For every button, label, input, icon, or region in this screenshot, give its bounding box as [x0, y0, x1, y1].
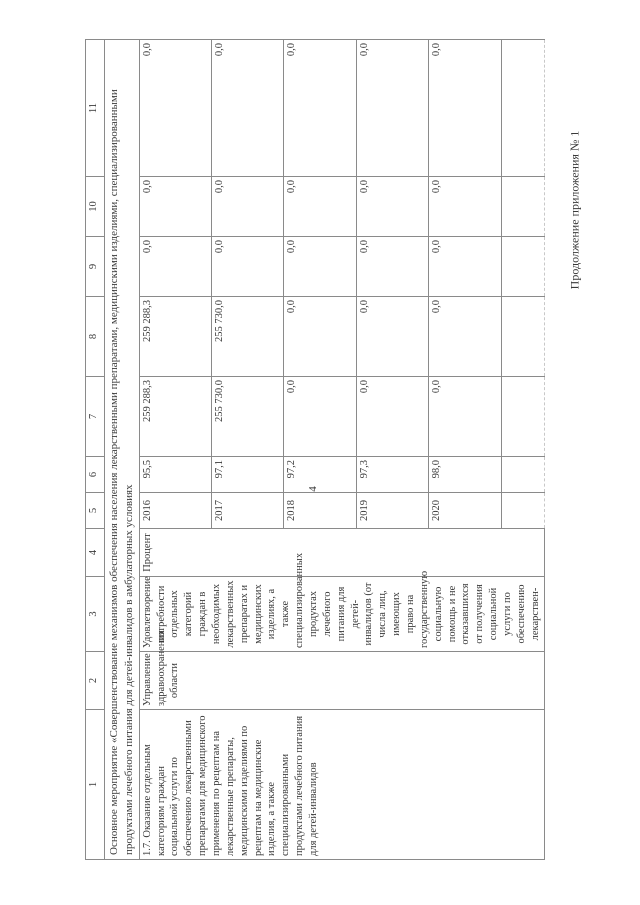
empty-cell — [501, 493, 544, 529]
year-cell: 2019 — [356, 493, 428, 529]
amount-col-9: 0,0 — [356, 237, 428, 297]
empty-cell — [501, 177, 544, 237]
empty-cell — [501, 457, 544, 493]
section-row — [105, 40, 140, 860]
value-cell: 95,5 — [139, 457, 211, 493]
empty-cell — [501, 377, 544, 457]
col-num-7: 7 — [86, 377, 105, 457]
value-cell: 97,3 — [356, 457, 428, 493]
amount-col-8: 0,0 — [429, 297, 501, 377]
amount-col-7: 0,0 — [429, 377, 501, 457]
amount-col-8: 255 730,0 — [212, 297, 284, 377]
value-cell: 97,1 — [212, 457, 284, 493]
empty-cell — [501, 40, 544, 177]
rotated-table-page — [85, 40, 625, 860]
col-num-9: 9 — [86, 237, 105, 297]
amount-col-8: 0,0 — [356, 297, 428, 377]
col-num-6: 6 — [86, 457, 105, 493]
empty-cell — [501, 297, 544, 377]
page-number: 4 — [306, 486, 319, 492]
year-cell: 2018 — [284, 493, 356, 529]
program-table — [85, 39, 545, 860]
amount-col-10: 0,0 — [212, 177, 284, 237]
executor: Управление здравоохранения области — [139, 652, 544, 710]
column-number-row — [86, 40, 105, 860]
col-num-4: 4 — [86, 529, 105, 577]
col-num-5: 5 — [86, 493, 105, 529]
col-num-2: 2 — [86, 652, 105, 710]
amount-col-7: 0,0 — [356, 377, 428, 457]
year-cell: 2016 — [139, 493, 211, 529]
amount-col-11: 0,0 — [356, 40, 428, 177]
amount-col-9: 0,0 — [212, 237, 284, 297]
amount-col-10: 0,0 — [429, 177, 501, 237]
year-cell: 2020 — [429, 493, 501, 529]
year-cell: 2017 — [212, 493, 284, 529]
indicator: Удовлетворение потребности отдельных категорий граждан в необходимых лекарственных препаратах и медицинских изделиях, а также специализированных продуктах лечебного питания для детей-инвалидов (от числа лиц, имеющих право на государственную социальную помощь и не отказавшихся от получения социальной услуги по обеспечению лекарствен- — [139, 577, 544, 652]
amount-col-8: 259 288,3 — [139, 297, 211, 377]
col-num-10: 10 — [86, 177, 105, 237]
item-description: 1.7. Оказание отдельным категориям граждан социальной услуги по обеспечению лекарственными препаратами для медицинского применения по рецептам на лекарственные препараты, медицинскими изделиями по рецептам на медицинские изделия, а также специализированными продуктами лечебного питания для детей-инвалидов — [139, 710, 544, 860]
amount-col-7: 0,0 — [284, 377, 356, 457]
amount-col-10: 0,0 — [356, 177, 428, 237]
amount-col-7: 259 288,3 — [139, 377, 211, 457]
amount-col-10: 0,0 — [139, 177, 211, 237]
col-num-1: 1 — [86, 710, 105, 860]
value-cell: 97,2 — [284, 457, 356, 493]
amount-col-9: 0,0 — [429, 237, 501, 297]
col-num-8: 8 — [86, 297, 105, 377]
amount-col-11: 0,0 — [139, 40, 211, 177]
amount-col-11: 0,0 — [212, 40, 284, 177]
value-cell: 98,0 — [429, 457, 501, 493]
section-title: Основное мероприятие «Совершенствование механизмов обеспечения населения лекарственными препаратами, медицинскими изделиями, специализированными продуктами лечебного питания для детей-инвалидов в амбулаторных условиях — [105, 40, 140, 860]
amount-col-8: 0,0 — [284, 297, 356, 377]
amount-col-9: 0,0 — [139, 237, 211, 297]
amount-col-11: 0,0 — [429, 40, 501, 177]
table-row — [139, 40, 211, 860]
empty-cell — [501, 237, 544, 297]
col-num-11: 11 — [86, 40, 105, 177]
amount-col-9: 0,0 — [284, 237, 356, 297]
amount-col-7: 255 730,0 — [212, 377, 284, 457]
amount-col-10: 0,0 — [284, 177, 356, 237]
amount-col-11: 0,0 — [284, 40, 356, 177]
unit: Процент — [139, 529, 544, 577]
col-num-3: 3 — [86, 577, 105, 652]
